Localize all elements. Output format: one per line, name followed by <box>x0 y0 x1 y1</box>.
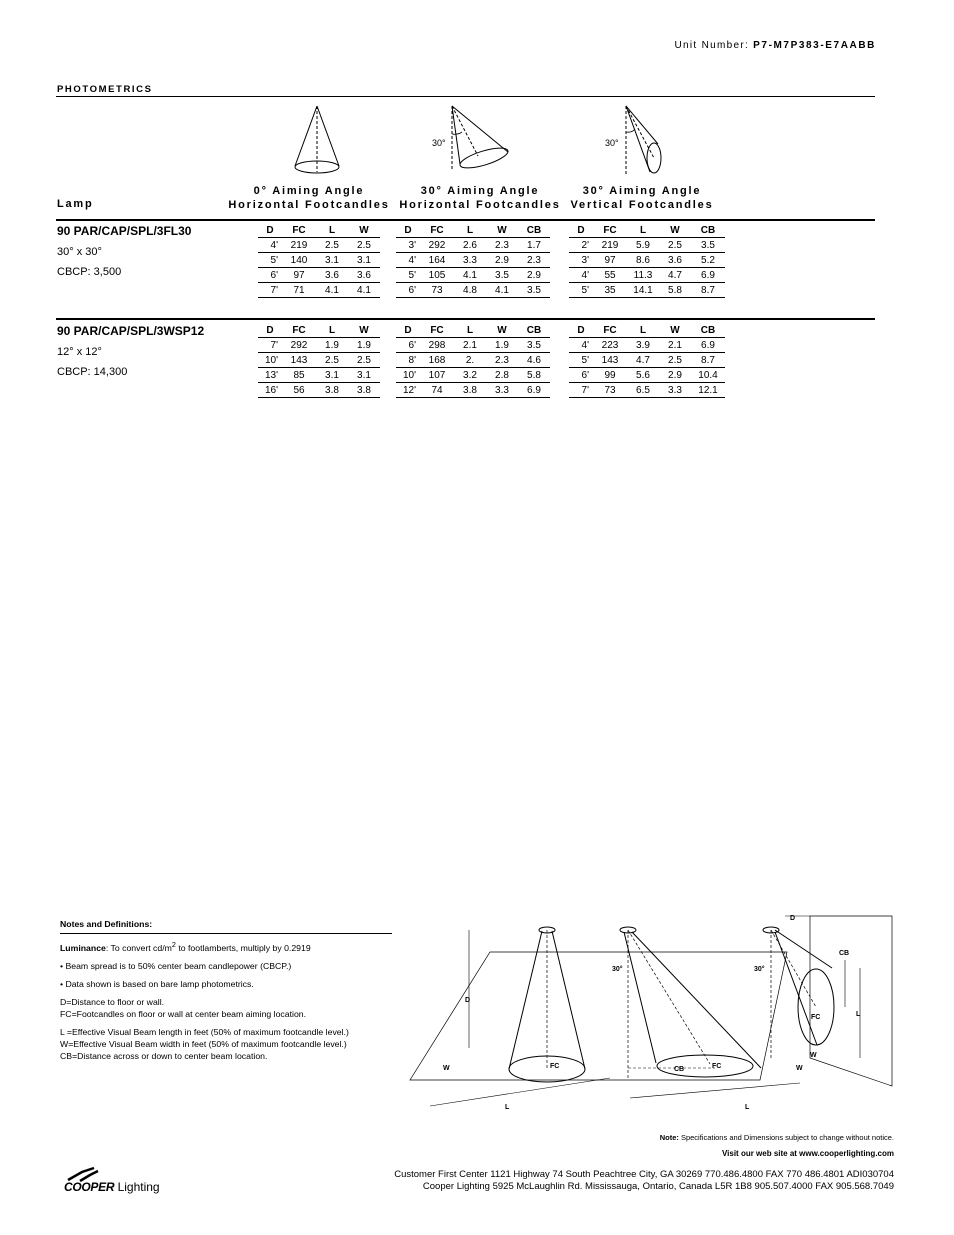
cell: 35 <box>593 283 627 298</box>
cell: 73 <box>420 283 454 298</box>
cell: 2.5 <box>348 238 380 253</box>
cell: 5.8 <box>659 283 691 298</box>
th: W <box>348 223 380 238</box>
cell: 2.5 <box>316 353 348 368</box>
th: D <box>258 323 282 338</box>
cell: 1.9 <box>486 338 518 353</box>
cell: 3.1 <box>316 253 348 268</box>
th: CB <box>518 323 550 338</box>
cell: 71 <box>282 283 316 298</box>
cell: 14.1 <box>627 283 659 298</box>
table-header-row <box>569 223 725 238</box>
cell: 97 <box>282 268 316 283</box>
def-fc: FC=Footcandles on floor or wall at center beam aiming location. <box>60 1008 307 1019</box>
cell: 6' <box>396 338 420 353</box>
diagram-w-3: W <box>810 1052 817 1059</box>
cell: 6' <box>569 368 593 383</box>
cell: 85 <box>282 368 316 383</box>
cell: 8.7 <box>691 353 725 368</box>
th: L <box>627 323 659 338</box>
cell: 2.5 <box>659 353 691 368</box>
cell: 55 <box>593 268 627 283</box>
table-row <box>396 268 550 283</box>
footer-note <box>660 1133 894 1142</box>
diagram-d-1: D <box>465 997 471 1004</box>
cell: 4.7 <box>659 268 691 283</box>
cone-30-vertical-angle: 30° <box>605 138 619 148</box>
th: L <box>316 223 348 238</box>
note-bullet-2: • Data shown is based on bare lamp photometrics. <box>60 978 254 989</box>
lamp-1-table-30-horizontal <box>396 223 550 298</box>
table-row <box>569 253 725 268</box>
cell: 164 <box>420 253 454 268</box>
cell: 5' <box>569 283 593 298</box>
cell: 6.9 <box>691 268 725 283</box>
table-row <box>396 338 550 353</box>
cell: 11.3 <box>627 268 659 283</box>
cell: 73 <box>593 383 627 398</box>
cell: 3' <box>569 253 593 268</box>
table-row <box>569 383 725 398</box>
col-header-30-horizontal <box>396 184 564 212</box>
section-rule <box>56 96 875 97</box>
cone-30-horizontal-angle: 30° <box>432 138 446 148</box>
th: L <box>627 223 659 238</box>
cell: 2.9 <box>518 268 550 283</box>
table-row <box>258 383 380 398</box>
cell: 4' <box>258 238 282 253</box>
table-header-row <box>258 223 380 238</box>
cell: 2.9 <box>486 253 518 268</box>
cell: 6' <box>396 283 420 298</box>
cell: 3.5 <box>691 238 725 253</box>
cell: 99 <box>593 368 627 383</box>
cell: 6.9 <box>691 338 725 353</box>
cell: 4.1 <box>486 283 518 298</box>
diagram-fc-1: FC <box>550 1063 560 1070</box>
th: FC <box>593 323 627 338</box>
cell: 3.3 <box>454 253 486 268</box>
wall-plane <box>810 916 892 1086</box>
cone-0-deg-icon <box>280 104 370 176</box>
th: CB <box>691 323 725 338</box>
logo-text <box>64 1180 160 1194</box>
cell: 56 <box>282 383 316 398</box>
cell: 1.7 <box>518 238 550 253</box>
th: FC <box>420 323 454 338</box>
header-rule <box>56 219 875 221</box>
table-header-row <box>396 323 550 338</box>
cell: 105 <box>420 268 454 283</box>
cell: 3.3 <box>486 383 518 398</box>
table-row <box>396 353 550 368</box>
cell: 8.7 <box>691 283 725 298</box>
cell: 2.6 <box>454 238 486 253</box>
th: FC <box>282 223 316 238</box>
notes-heading: Notes and Definitions: <box>60 918 392 934</box>
diagram-cb-3: CB <box>839 950 850 957</box>
lamp-2-beam: 12° x 12° <box>57 346 102 358</box>
cell: 3.8 <box>454 383 486 398</box>
cell: 4.1 <box>454 268 486 283</box>
col-header-2-line2: Vertical Footcandles <box>570 199 714 211</box>
cell: 219 <box>282 238 316 253</box>
cell: 2.8 <box>486 368 518 383</box>
lamp-2-table-30-vertical <box>569 323 725 398</box>
cell: 4.7 <box>627 353 659 368</box>
luminance-sup: 2 <box>171 940 176 949</box>
cell: 3.9 <box>627 338 659 353</box>
cell: 4' <box>569 338 593 353</box>
lamp-2-name: 90 PAR/CAP/SPL/3WSP12 <box>57 324 205 338</box>
table-row <box>569 238 725 253</box>
cell: 10' <box>258 353 282 368</box>
table-row <box>258 283 380 298</box>
lamp-1-table-30-vertical <box>569 223 725 298</box>
table-header-row <box>569 323 725 338</box>
lamp-1-table-0-deg <box>258 223 380 298</box>
table-row <box>396 238 550 253</box>
cell: 4.6 <box>518 353 550 368</box>
cell: 6.9 <box>518 383 550 398</box>
cell: 3.6 <box>348 268 380 283</box>
cell: 3.5 <box>518 283 550 298</box>
th: L <box>454 323 486 338</box>
cell: 3.5 <box>486 268 518 283</box>
beam-diagram <box>405 908 895 1118</box>
cell: 3.3 <box>659 383 691 398</box>
table-row <box>396 383 550 398</box>
diagram-angle-3: 30° <box>754 966 765 973</box>
cell: 292 <box>420 238 454 253</box>
cell: 5.2 <box>691 253 725 268</box>
th: FC <box>420 223 454 238</box>
cell: 3.8 <box>348 383 380 398</box>
th: L <box>316 323 348 338</box>
cell: 1.9 <box>316 338 348 353</box>
th: L <box>454 223 486 238</box>
cell: 5.6 <box>627 368 659 383</box>
cell: 6' <box>258 268 282 283</box>
table-row <box>396 253 550 268</box>
note-bullet-1: • Beam spread is to 50% center beam candlepower (CBCP.) <box>60 960 292 971</box>
lamp-2-table-0-deg <box>258 323 380 398</box>
diagram-fc-3: FC <box>811 1014 821 1021</box>
cell: 292 <box>282 338 316 353</box>
diagram-angle-2: 30° <box>612 966 623 973</box>
cell: 4' <box>569 268 593 283</box>
cell: 74 <box>420 383 454 398</box>
cell: 2.5 <box>316 238 348 253</box>
diagram-w-3b: W <box>796 1065 803 1072</box>
cell: 8' <box>396 353 420 368</box>
cell: 10.4 <box>691 368 725 383</box>
floor-plane <box>410 952 787 1080</box>
cell: 7' <box>569 383 593 398</box>
cell: 3' <box>396 238 420 253</box>
diagram-l-2: L <box>745 1104 750 1111</box>
diagram-l-1: L <box>505 1104 510 1111</box>
cell: 2.3 <box>518 253 550 268</box>
table-row <box>569 338 725 353</box>
cell: 2.5 <box>659 238 691 253</box>
col-header-0-deg <box>225 184 393 212</box>
cell: 3.2 <box>454 368 486 383</box>
lamp-2-table-30-horizontal <box>396 323 550 398</box>
unit-number-label: Unit Number: <box>674 40 750 51</box>
table-header-row <box>258 323 380 338</box>
luminance-text-b: to footlamberts, multiply by 0.2919 <box>175 942 311 953</box>
cell: 1.9 <box>348 338 380 353</box>
cone-30-horizontal-icon <box>428 104 528 176</box>
lamp-1-name: 90 PAR/CAP/SPL/3FL30 <box>57 224 192 238</box>
cell: 219 <box>593 238 627 253</box>
lamp-2-cbcp: CBCP: 14,300 <box>57 366 128 378</box>
col-header-2-line1: 30° Aiming Angle <box>582 185 702 197</box>
cell: 3.1 <box>348 368 380 383</box>
cell: 8.6 <box>627 253 659 268</box>
th: W <box>486 323 518 338</box>
table-header-row <box>396 223 550 238</box>
cell: 298 <box>420 338 454 353</box>
table-row <box>569 268 725 283</box>
table-row <box>396 368 550 383</box>
col-header-0-line2: Horizontal Footcandles <box>228 199 390 211</box>
cell: 13' <box>258 368 282 383</box>
cell: 7' <box>258 338 282 353</box>
cell: 12' <box>396 383 420 398</box>
diagram-fc-2: FC <box>712 1063 722 1070</box>
def-cb: CB=Distance across or down to center beam location. <box>60 1050 268 1061</box>
notes-and-definitions <box>60 918 392 1062</box>
cell: 2. <box>454 353 486 368</box>
th: W <box>486 223 518 238</box>
cell: 143 <box>593 353 627 368</box>
footer-note-text: Specifications and Dimensions subject to change without notice. <box>678 1133 894 1142</box>
th: W <box>348 323 380 338</box>
cell: 16' <box>258 383 282 398</box>
cell: 143 <box>282 353 316 368</box>
cell: 107 <box>420 368 454 383</box>
table-row <box>569 353 725 368</box>
cell: 7' <box>258 283 282 298</box>
cell: 3.6 <box>659 253 691 268</box>
cell: 4.1 <box>316 283 348 298</box>
th: CB <box>691 223 725 238</box>
cell: 2.5 <box>348 353 380 368</box>
footer-address-2: Cooper Lighting 5925 McLaughlin Rd. Mississauga, Ontario, Canada L5R 1B8 905.507.4000 FAX 905.568.7049 <box>422 1181 894 1192</box>
th: D <box>569 323 593 338</box>
luminance-text-a: : To convert cd/m <box>105 942 172 953</box>
cell: 5' <box>396 268 420 283</box>
diagram-l-3: L <box>856 1011 861 1018</box>
cell: 3.5 <box>518 338 550 353</box>
cell: 2.1 <box>659 338 691 353</box>
note-luminance <box>60 939 392 954</box>
th: FC <box>282 323 316 338</box>
cell: 2.3 <box>486 353 518 368</box>
table-row <box>258 368 380 383</box>
table-row <box>258 338 380 353</box>
table-row <box>258 353 380 368</box>
cell: 168 <box>420 353 454 368</box>
footer-address-1: Customer First Center 1121 Highway 74 South Peachtree City, GA 30269 770.486.4800 FAX 770 486.4801 ADI030704 <box>394 1169 894 1180</box>
cell: 5' <box>569 353 593 368</box>
unit-number-value: P7-M7P383-E7AABB <box>753 40 876 51</box>
th: CB <box>518 223 550 238</box>
cell: 5' <box>258 253 282 268</box>
diagram-w-1: W <box>443 1065 450 1072</box>
table-row <box>569 368 725 383</box>
table-row <box>569 283 725 298</box>
lamp-1-cbcp: CBCP: 3,500 <box>57 266 122 278</box>
lamp-1-beam: 30° x 30° <box>57 246 102 258</box>
def-d: D=Distance to floor or wall. <box>60 996 165 1007</box>
th: W <box>659 323 691 338</box>
cell: 3.1 <box>316 368 348 383</box>
table-row <box>258 238 380 253</box>
cell: 10' <box>396 368 420 383</box>
footer-note-label: Note: <box>659 1133 679 1142</box>
cell: 12.1 <box>691 383 725 398</box>
lamp-column-header: Lamp <box>57 198 94 210</box>
footer-website: Visit our web site at www.cooperlighting.com <box>721 1149 894 1158</box>
table-row <box>396 283 550 298</box>
cell: 4.8 <box>454 283 486 298</box>
col-header-0-line1: 0° Aiming Angle <box>253 185 365 197</box>
diagram-d-3: D <box>790 915 796 922</box>
cell: 223 <box>593 338 627 353</box>
cell: 3.6 <box>316 268 348 283</box>
cell: 3.1 <box>348 253 380 268</box>
col-header-30-vertical <box>567 184 717 212</box>
cell: 5.8 <box>518 368 550 383</box>
lamp-divider-rule <box>56 318 875 320</box>
def-l: L =Effective Visual Beam length in feet (50% of maximum footcandle level.) <box>60 1026 349 1037</box>
logo-word: Lighting <box>117 1180 160 1194</box>
cell: 3.8 <box>316 383 348 398</box>
th: FC <box>593 223 627 238</box>
table-row <box>258 253 380 268</box>
cone-30-vertical-icon <box>602 104 692 180</box>
th: D <box>258 223 282 238</box>
th: D <box>396 323 420 338</box>
luminance-label: Luminance <box>60 942 106 953</box>
def-w: W=Effective Visual Beam width in feet (50% of maximum footcandle level.) <box>60 1038 347 1049</box>
cell: 2' <box>569 238 593 253</box>
cell: 2.1 <box>454 338 486 353</box>
logo-brand: COOPER <box>64 1180 115 1194</box>
cell: 4' <box>396 253 420 268</box>
cell: 97 <box>593 253 627 268</box>
unit-number <box>675 40 876 51</box>
col-header-1-line1: 30° Aiming Angle <box>420 185 540 197</box>
cell: 4.1 <box>348 283 380 298</box>
th: D <box>396 223 420 238</box>
cell: 2.3 <box>486 238 518 253</box>
th: D <box>569 223 593 238</box>
cell: 5.9 <box>627 238 659 253</box>
section-title: PHOTOMETRICS <box>57 84 153 95</box>
cell: 2.9 <box>659 368 691 383</box>
diagram-cb-2: CB <box>674 1066 685 1073</box>
th: W <box>659 223 691 238</box>
col-header-1-line2: Horizontal Footcandles <box>399 199 561 211</box>
table-row <box>258 268 380 283</box>
cell: 6.5 <box>627 383 659 398</box>
cell: 140 <box>282 253 316 268</box>
